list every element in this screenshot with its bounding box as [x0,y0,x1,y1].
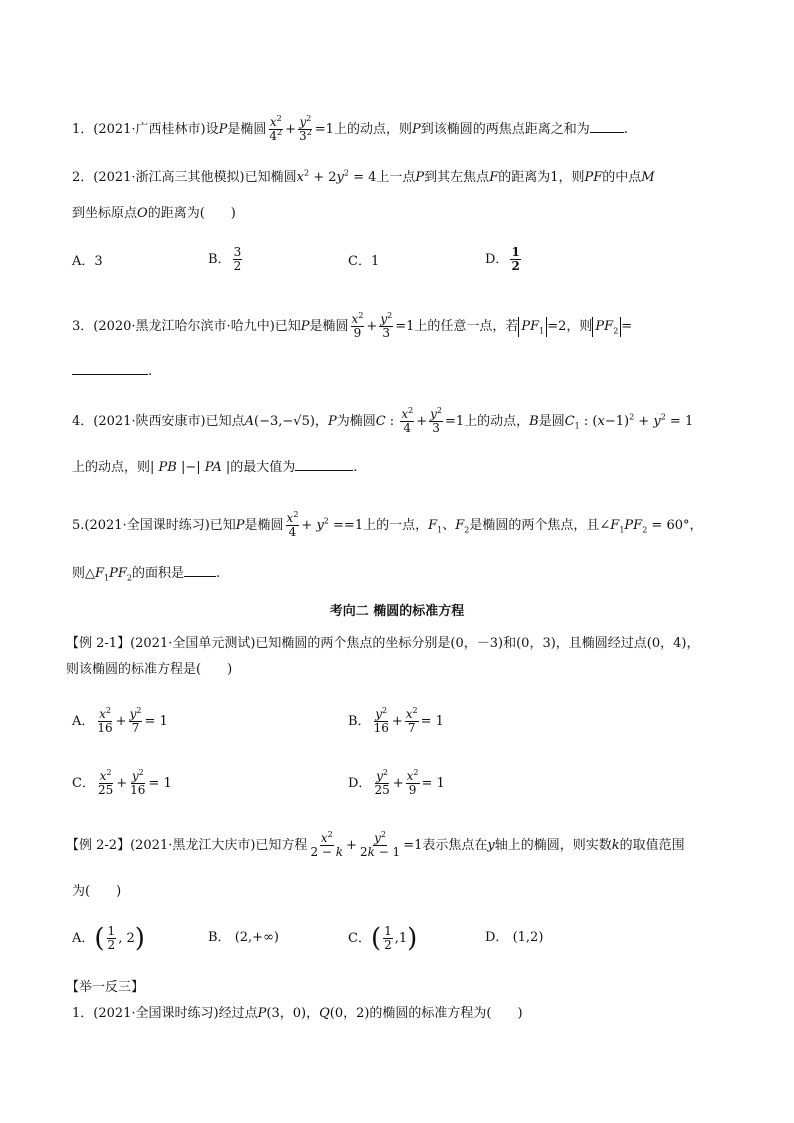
q1-number: 1．(2021·广西桂林市)设 [72,122,219,137]
section-heading: 考向二 椭圆的标准方程 [329,604,465,619]
question-5: 5.(2021·全国课时练习)已知P是椭圆 $\frac{x^2}{4}$ + $y^2 ==1$上的一点，$F_1$、$F_2$是椭圆的两个焦点，且$\angle F_1PF_2 = 60^\circ$， [72,510,703,539]
question-3: 3．(2020·黑龙江哈尔滨市·哈九中)已知P是椭圆 $\frac{x^2}{9}$ + $\frac{y^2}{3}$ =1上的任意一点，若 $PF_1 =2$，则 $PF_2$ = [72,311,633,340]
q2-option-a[interactable]: A．3 [72,254,103,269]
fraction: $\frac{x^2}{4^2}$ [269,114,283,143]
question-3-line2: . [72,362,152,382]
answer-blank[interactable] [590,120,624,133]
question-4: 4．(2021·陕西安康市)已知点A(−3,−√5)，P为椭圆C : $\frac{x^2}{4}$ + $\frac{y^2}{3}$ =1上的动点，B是圆$C_1$ : $(x-1)^2 + y^2 = 1$ [72,406,694,435]
ex21-option-c[interactable]: C． $\frac{x^2}{25}$ + $\frac{y^2}{16}$ = 1 [72,768,172,797]
ex22-option-c[interactable]: C．( $\frac{1}{2}$ ,1) [348,923,418,954]
answer-blank[interactable] [184,564,216,577]
question-1: 1．(2021·广西桂林市)设P是椭圆 $\frac{x^2}{4^2}$ + $\frac{y^2}{3^2}$ =1上的动点，则P到该椭圆的两焦点距离之和为 . [72,114,628,143]
example-2-2: 【例 2-2】(2021·黑龙江大庆市)已知方程 $\frac{x^2}{2 - k}$ + $\frac{y^2}{2k - 1}$ =1表示焦点在y轴上的椭圆，则实数k的取值范围 [66,830,685,859]
question-4-line2: 上的动点，则| PB |−| PA |的最大值为 . [72,460,358,475]
ex21-option-d[interactable]: D． $\frac{y^2}{25}$ + $\frac{x^2}{9}$ = 1 [348,768,445,797]
question-2: 2．(2021·浙江高三其他模拟)已知椭圆$x^2 + 2y^2 = 4$上一点P到其左焦点F的距离为1，则PF的中点M [72,168,655,185]
ex22-option-d[interactable]: D． (1,2) [485,930,544,945]
example-2-1: 【例 2-1】(2021·全国单元测试)已知椭圆的两个焦点的坐标分别是(0，－3)和(0，3)，且椭圆经过点(0，4)， [66,636,700,651]
q2-option-d[interactable]: D． $\frac{1}{2}$ [485,245,520,273]
practice-1: 1．(2021·全国课时练习)经过点P(3，0)，Q(0，2)的椭圆的标准方程为( ) [72,1006,523,1021]
q2-option-b[interactable]: B． $\frac{3}{2}$ [208,245,242,273]
example-2-2-line2: 为( ) [72,884,122,899]
answer-blank[interactable] [72,362,148,375]
ex22-option-a[interactable]: A．( $\frac{1}{2}$ , 2) [72,923,145,954]
example-2-1-line2: 则该椭圆的标准方程是( ) [66,662,233,677]
answer-blank[interactable] [295,458,353,471]
ex21-option-a[interactable]: A． $\frac{x^2}{16}$ + $\frac{y^2}{7}$ = 1 [72,706,168,735]
question-2-line2: 到坐标原点O的距离为( ) [72,206,236,221]
question-5-line2: 则$\triangle F_1PF_2$的面积是 . [72,566,221,583]
ex22-option-b[interactable]: B． (2,+∞) [208,930,279,945]
fraction: $\frac{y^2}{3^2}$ [299,114,312,143]
q2-option-c[interactable]: C．1 [348,254,380,269]
practice-heading: 【举一反三】 [66,980,145,995]
ex21-option-b[interactable]: B． $\frac{y^2}{16}$ + $\frac{x^2}{7}$ = 1 [348,706,444,735]
